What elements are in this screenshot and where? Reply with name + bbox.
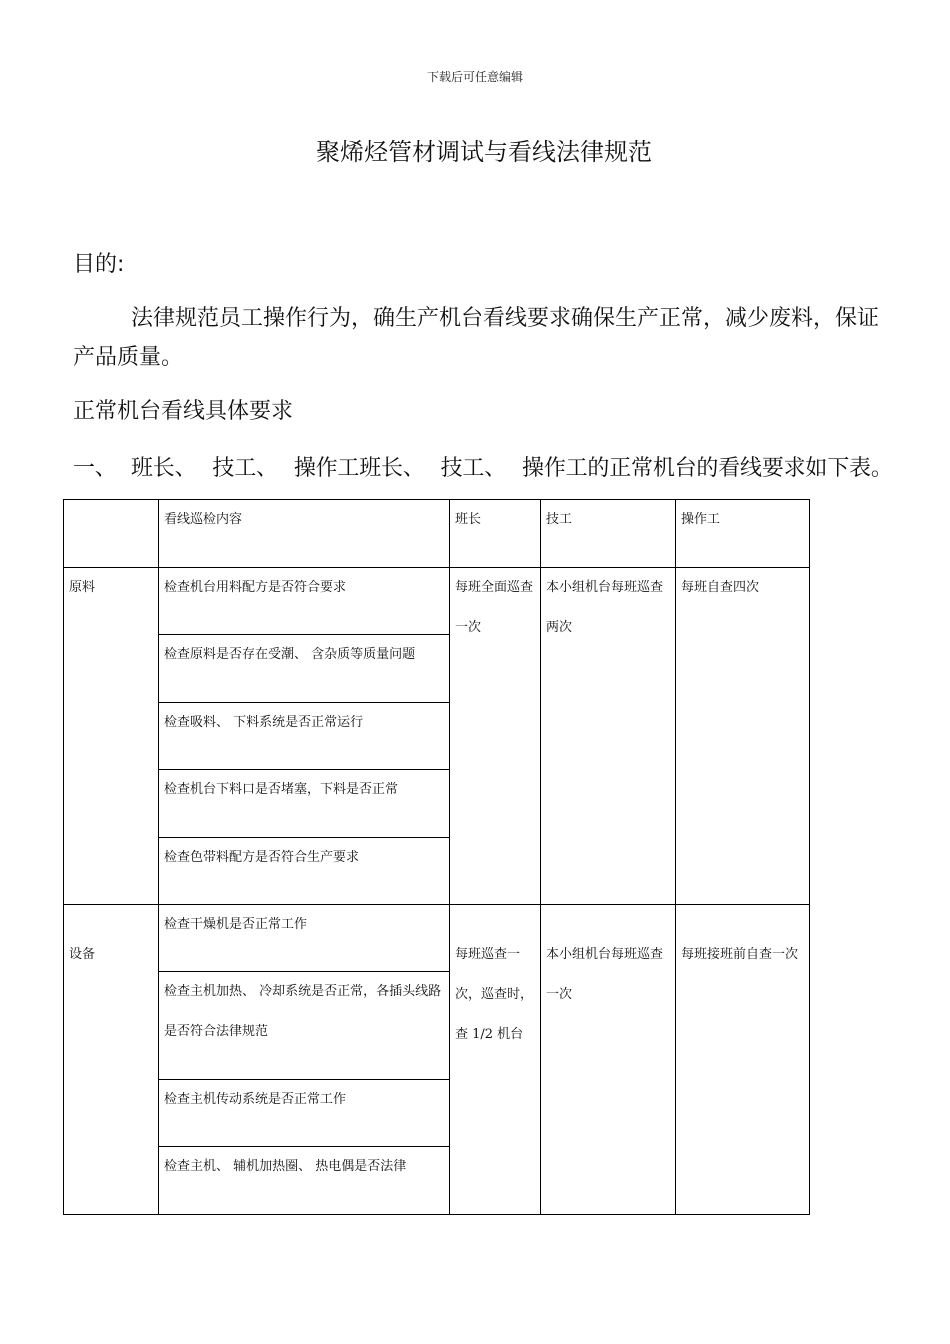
intro-number: 一、 <box>73 456 117 481</box>
inspection-item: 检查干燥机是否正常工作 <box>159 905 450 972</box>
inspection-item: 检查机台用料配方是否符合要求 <box>159 568 450 635</box>
purpose-heading: 目的: <box>73 252 125 277</box>
header-cell-category <box>64 500 159 568</box>
inspection-item: 检查原料是否存在受潮、 含杂质等质量问题 <box>159 635 450 703</box>
inspection-item: 检查色带料配方是否符合生产要求 <box>159 838 450 905</box>
header-note: 下载后可任意编辑 <box>426 70 523 84</box>
inspection-item: 检查主机加热、 冷却系统是否正常，各插头线路是否符合法律规范 <box>159 972 450 1080</box>
document-title: 聚烯烃管材调试与看线法律规范 <box>316 138 652 166</box>
intro-part: 技工、 <box>212 456 278 481</box>
inspection-item: 检查主机传动系统是否正常工作 <box>159 1080 450 1147</box>
intro-part: 操作工的正常机台的看线要求如下表。 <box>522 456 893 481</box>
inspection-item: 检查吸料、 下料系统是否正常运行 <box>159 703 450 770</box>
header-cell-jigong: 技工 <box>541 500 676 568</box>
intro-part: 技工、 <box>440 456 507 481</box>
jigong-frequency: 本小组机台每班巡查两次 <box>541 568 676 905</box>
intro-part: 班长、 <box>131 456 197 481</box>
intro-line <box>73 451 893 482</box>
table-row <box>64 568 810 635</box>
inspection-table <box>63 499 810 1215</box>
table-row <box>64 905 810 972</box>
section-heading: 正常机台看线具体要求 <box>73 399 294 424</box>
header-cell-content: 看线巡检内容 <box>159 500 450 568</box>
caozuogong-frequency: 每班自查四次 <box>676 568 810 905</box>
caozuogong-frequency: 每班接班前自查一次 <box>676 905 810 1215</box>
inspection-item: 检查主机、 辅机加热圈、 热电偶是否法律 <box>159 1147 450 1215</box>
header-cell-banzhang: 班长 <box>450 500 541 568</box>
category-cell: 设备 <box>64 905 159 1215</box>
jigong-frequency: 本小组机台每班巡查一次 <box>541 905 676 1215</box>
category-cell: 原料 <box>64 568 159 905</box>
intro-part: 操作工班长、 <box>293 456 425 481</box>
header-cell-caozuogong: 操作工 <box>676 500 810 568</box>
banzhang-frequency: 每班全面巡查一次 <box>450 568 541 905</box>
banzhang-frequency: 每班巡查一次，巡查时，查 1/2 机台 <box>450 905 541 1215</box>
purpose-paragraph: 法律规范员工操作行为，确生产机台看线要求确保生产正常，减少废料，保证产品质量。 <box>73 306 880 370</box>
table-header-row <box>64 500 810 568</box>
inspection-item: 检查机台下料口是否堵塞，下料是否正常 <box>159 770 450 838</box>
